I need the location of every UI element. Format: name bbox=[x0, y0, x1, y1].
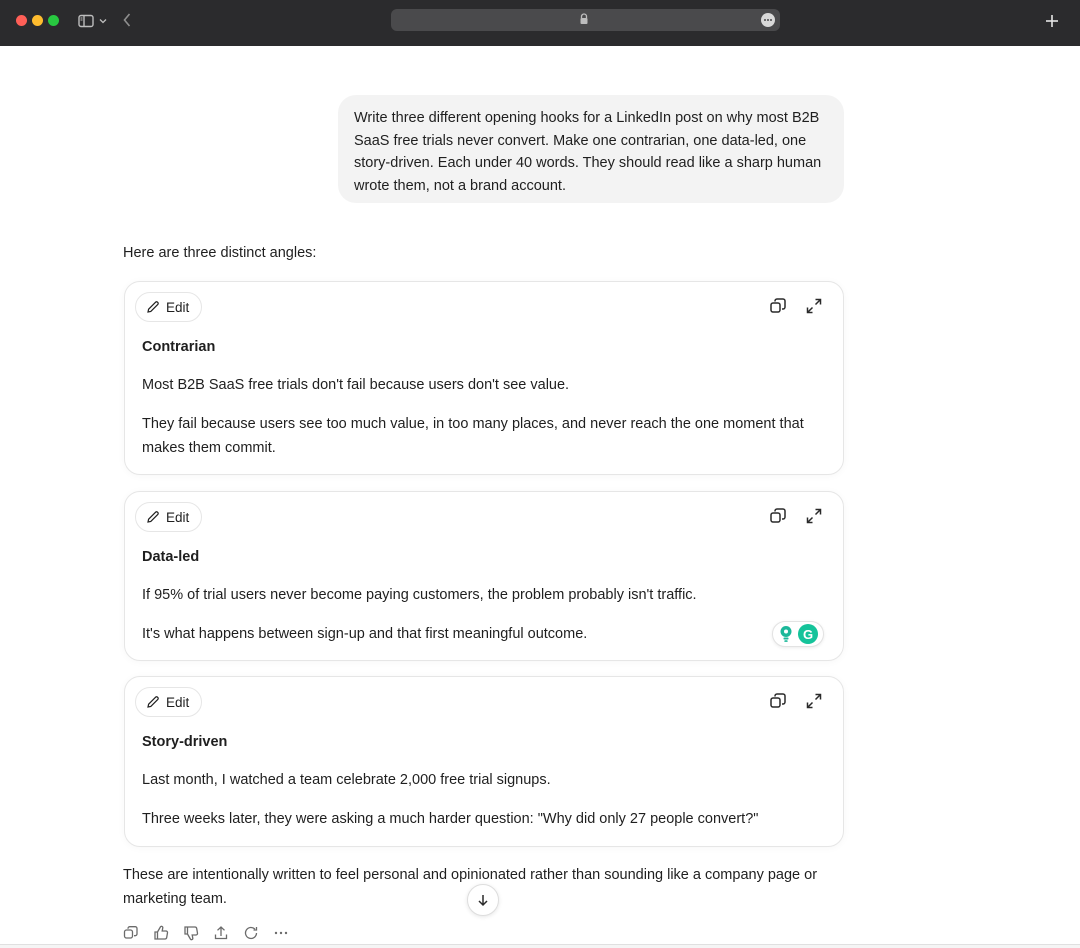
expand-icon[interactable] bbox=[805, 692, 823, 710]
card-paragraph: They fail because users see too much value, in too many places, and never reach the one moment that makes them commit. bbox=[142, 416, 804, 456]
edit-button[interactable] bbox=[135, 502, 202, 532]
edit-label: Edit bbox=[166, 694, 190, 710]
copy-icon[interactable] bbox=[769, 507, 787, 525]
message-actions bbox=[123, 924, 289, 942]
copy-icon[interactable] bbox=[769, 692, 787, 710]
copy-icon[interactable] bbox=[769, 297, 787, 315]
response-intro: Here are three distinct angles: bbox=[123, 245, 317, 261]
more-dots-icon[interactable] bbox=[761, 13, 775, 27]
expand-icon[interactable] bbox=[805, 507, 823, 525]
hook-card-story-driven bbox=[124, 676, 844, 847]
sidebar-icon bbox=[78, 14, 94, 28]
hook-card-data-led bbox=[124, 491, 844, 661]
thumbs-down-icon[interactable] bbox=[183, 925, 199, 941]
card-title: Data-led bbox=[142, 549, 200, 565]
sidebar-toggle-button[interactable] bbox=[78, 12, 112, 30]
regenerate-icon[interactable] bbox=[243, 925, 259, 941]
back-chevron-icon bbox=[122, 12, 132, 28]
hook-card-contrarian bbox=[124, 281, 844, 475]
card-title: Contrarian bbox=[142, 339, 216, 355]
edit-label: Edit bbox=[166, 509, 190, 525]
chevron-down-icon bbox=[99, 18, 107, 24]
minimize-window-button[interactable] bbox=[32, 15, 43, 26]
edit-label: Edit bbox=[166, 299, 190, 315]
plus-icon bbox=[1042, 11, 1062, 31]
page-bottom-edge bbox=[0, 944, 1080, 948]
grammarly-icon[interactable]: G bbox=[798, 624, 818, 644]
edit-button[interactable] bbox=[135, 687, 202, 717]
card-paragraph: Most B2B SaaS free trials don't fail because users don't see value. bbox=[142, 377, 570, 393]
address-bar[interactable] bbox=[391, 9, 780, 31]
card-paragraph: If 95% of trial users never become paying customers, the problem probably isn't traffic. bbox=[142, 587, 697, 603]
back-button[interactable] bbox=[122, 12, 136, 30]
card-paragraph: Three weeks later, they were asking a much harder question: "Why did only 27 people convert?" bbox=[142, 811, 759, 827]
writing-assistant-widget[interactable] bbox=[772, 621, 824, 647]
edit-button[interactable] bbox=[135, 292, 202, 322]
close-window-button[interactable] bbox=[16, 15, 27, 26]
copy-icon[interactable] bbox=[123, 925, 139, 941]
response-outro: These are intentionally written to feel personal and opinionated rather than sounding like a company page or marketing team. bbox=[123, 867, 818, 907]
expand-icon[interactable] bbox=[805, 297, 823, 315]
more-icon[interactable] bbox=[273, 925, 289, 941]
zoom-window-button[interactable] bbox=[48, 15, 59, 26]
thumbs-up-icon[interactable] bbox=[153, 925, 169, 941]
pencil-icon bbox=[146, 695, 160, 709]
arrow-down-icon bbox=[476, 893, 490, 907]
scroll-to-bottom-button[interactable] bbox=[467, 884, 499, 916]
user-message: Write three different opening hooks for a LinkedIn post on why most B2B SaaS free trials never convert. Make one contrarian, one data-led, one story-driven. Each under 40 words. They should read like a sharp human wrote them, not a brand account. bbox=[338, 95, 844, 203]
card-paragraph: Last month, I watched a team celebrate 2,000 free trial signups. bbox=[142, 772, 551, 788]
card-paragraph: It's what happens between sign-up and that first meaningful outcome. bbox=[142, 626, 588, 642]
browser-toolbar bbox=[0, 0, 1080, 46]
card-title: Story-driven bbox=[142, 734, 228, 750]
lightbulb-icon[interactable] bbox=[778, 625, 794, 643]
lock-icon bbox=[579, 13, 589, 25]
new-tab-button[interactable] bbox=[1042, 11, 1062, 31]
pencil-icon bbox=[146, 300, 160, 314]
share-icon[interactable] bbox=[213, 925, 229, 941]
pencil-icon bbox=[146, 510, 160, 524]
